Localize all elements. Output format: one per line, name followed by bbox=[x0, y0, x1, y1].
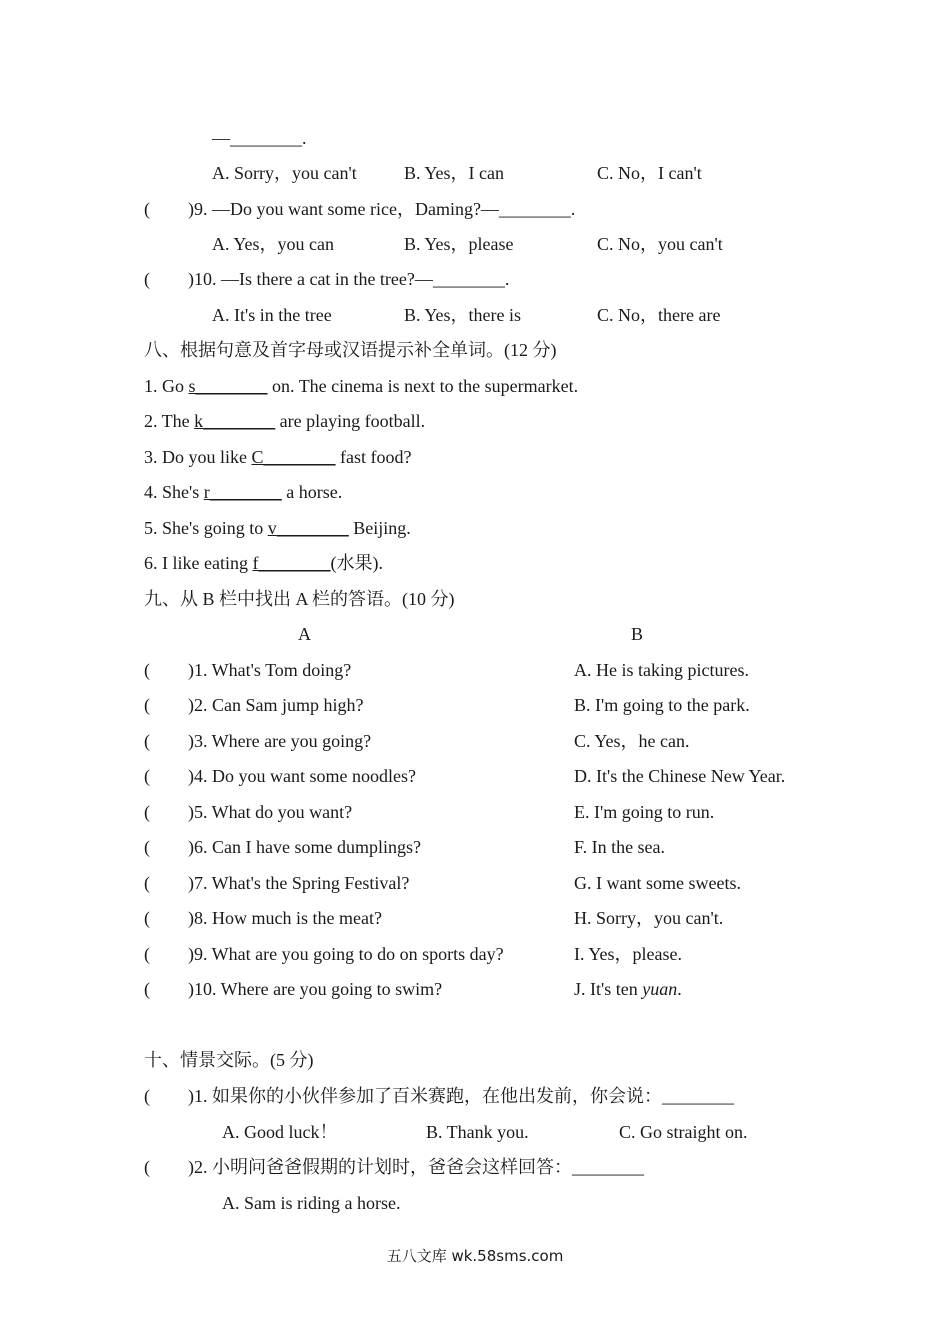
fill-item-letter: v________ bbox=[267, 518, 349, 538]
fill-item-text: on. The cinema is next to the supermarket. bbox=[267, 376, 579, 396]
fill-item-1 bbox=[144, 375, 578, 397]
footer-watermark: 五八文库 wk.58sms.com bbox=[386, 1247, 564, 1265]
fill-item-4 bbox=[144, 481, 342, 503]
section-10-title: 十、情景交际。(5 分) bbox=[144, 1050, 314, 1070]
fill-item-5 bbox=[144, 517, 411, 539]
s10-q2-question: )2. 小明问爸爸假期的计划时，爸爸会这样回答：________ bbox=[188, 1157, 644, 1177]
fill-item-3 bbox=[144, 446, 412, 468]
q8-option-c: C. No，I can't bbox=[597, 163, 702, 183]
q10-option-a: A. It's in the tree bbox=[212, 305, 332, 325]
q9-question: )9. —Do you want some rice，Daming?—________. bbox=[188, 199, 576, 219]
section-8-title: 八、根据句意及首字母或汉语提示补全单词。(12 分) bbox=[144, 340, 557, 360]
fill-item-6 bbox=[144, 552, 383, 574]
fill-item-text: 3. Do you like bbox=[144, 447, 252, 467]
q9-option-c: C. No，you can't bbox=[597, 234, 723, 254]
q8-option-b: B. Yes，I can bbox=[404, 163, 505, 183]
match-answer-i: I. Yes，please. bbox=[574, 944, 682, 964]
match-question-10: )10. Where are you going to swim? bbox=[188, 979, 443, 999]
match-paren: ( bbox=[144, 660, 150, 680]
fill-item-text: (水果). bbox=[330, 553, 383, 573]
section-9-title: 九、从 B 栏中找出 A 栏的答语。(10 分) bbox=[144, 589, 455, 609]
fill-item-text: a horse. bbox=[281, 482, 343, 502]
s10-q2-paren: ( bbox=[144, 1157, 150, 1177]
s10-q2-option-a: A. Sam is riding a horse. bbox=[222, 1193, 401, 1213]
q8-answer-blank: —________. bbox=[212, 128, 307, 148]
match-question-6: )6. Can I have some dumplings? bbox=[188, 837, 421, 857]
match-answer-h: H. Sorry，you can't. bbox=[574, 908, 724, 928]
fill-item-text: 2. The bbox=[144, 411, 195, 431]
q10-option-c: C. No，there are bbox=[597, 305, 721, 325]
match-question-3: )3. Where are you going? bbox=[188, 731, 372, 751]
fill-item-text: 4. She's bbox=[144, 482, 204, 502]
match-answer-b: B. I'm going to the park. bbox=[574, 695, 750, 715]
match-question-9: )9. What are you going to do on sports day? bbox=[188, 944, 504, 964]
q9-option-a: A. Yes，you can bbox=[212, 234, 335, 254]
match-answer-j: J. It's ten yuan. bbox=[574, 979, 682, 999]
s10-q1-option-b: B. Thank you. bbox=[426, 1122, 529, 1142]
match-question-2: )2. Can Sam jump high? bbox=[188, 695, 364, 715]
match-question-7: )7. What's the Spring Festival? bbox=[188, 873, 410, 893]
s10-q1-option-c: C. Go straight on. bbox=[619, 1122, 748, 1142]
fill-item-letter: r________ bbox=[203, 482, 282, 502]
s10-q1-question: )1. 如果你的小伙伴参加了百米赛跑，在他出发前，你会说：________ bbox=[188, 1086, 734, 1106]
match-answer-e: E. I'm going to run. bbox=[574, 802, 715, 822]
column-a-header: A bbox=[298, 624, 311, 644]
fill-item-text: 6. I like eating bbox=[144, 553, 253, 573]
q9-paren: ( bbox=[144, 199, 150, 219]
fill-item-text: 1. Go bbox=[144, 376, 189, 396]
match-question-5: )5. What do you want? bbox=[188, 802, 353, 822]
s10-q1-option-a: A. Good luck！ bbox=[222, 1122, 338, 1142]
match-answer-g: G. I want some sweets. bbox=[574, 873, 741, 893]
fill-item-text: are playing football. bbox=[275, 411, 426, 431]
q8-option-a: A. Sorry，you can't bbox=[212, 163, 357, 183]
fill-item-letter: s________ bbox=[188, 376, 268, 396]
match-paren: ( bbox=[144, 979, 150, 999]
fill-item-letter: C________ bbox=[251, 447, 336, 467]
column-b-header: B bbox=[631, 624, 644, 644]
match-paren: ( bbox=[144, 802, 150, 822]
match-question-1: )1. What's Tom doing? bbox=[188, 660, 352, 680]
match-answer-c: C. Yes，he can. bbox=[574, 731, 690, 751]
match-answer-f: F. In the sea. bbox=[574, 837, 666, 857]
match-paren: ( bbox=[144, 837, 150, 857]
match-paren: ( bbox=[144, 695, 150, 715]
match-paren: ( bbox=[144, 766, 150, 786]
fill-item-letter: k________ bbox=[194, 411, 276, 431]
fill-item-text: Beijing. bbox=[348, 518, 411, 538]
q10-option-b: B. Yes，there is bbox=[404, 305, 522, 325]
match-question-8: )8. How much is the meat? bbox=[188, 908, 382, 928]
match-question-4: )4. Do you want some noodles? bbox=[188, 766, 416, 786]
match-paren: ( bbox=[144, 908, 150, 928]
fill-item-text: 5. She's going to bbox=[144, 518, 268, 538]
q10-paren: ( bbox=[144, 269, 150, 289]
s10-q1-paren: ( bbox=[144, 1086, 150, 1106]
fill-item-text: fast food? bbox=[335, 447, 412, 467]
match-answer-d: D. It's the Chinese New Year. bbox=[574, 766, 786, 786]
match-paren: ( bbox=[144, 944, 150, 964]
fill-item-2 bbox=[144, 410, 425, 432]
fill-item-letter: f________ bbox=[252, 553, 331, 573]
match-answer-a: A. He is taking pictures. bbox=[574, 660, 749, 680]
match-paren: ( bbox=[144, 873, 150, 893]
q10-question: )10. —Is there a cat in the tree?—________. bbox=[188, 269, 510, 289]
match-paren: ( bbox=[144, 731, 150, 751]
q9-option-b: B. Yes，please bbox=[404, 234, 514, 254]
